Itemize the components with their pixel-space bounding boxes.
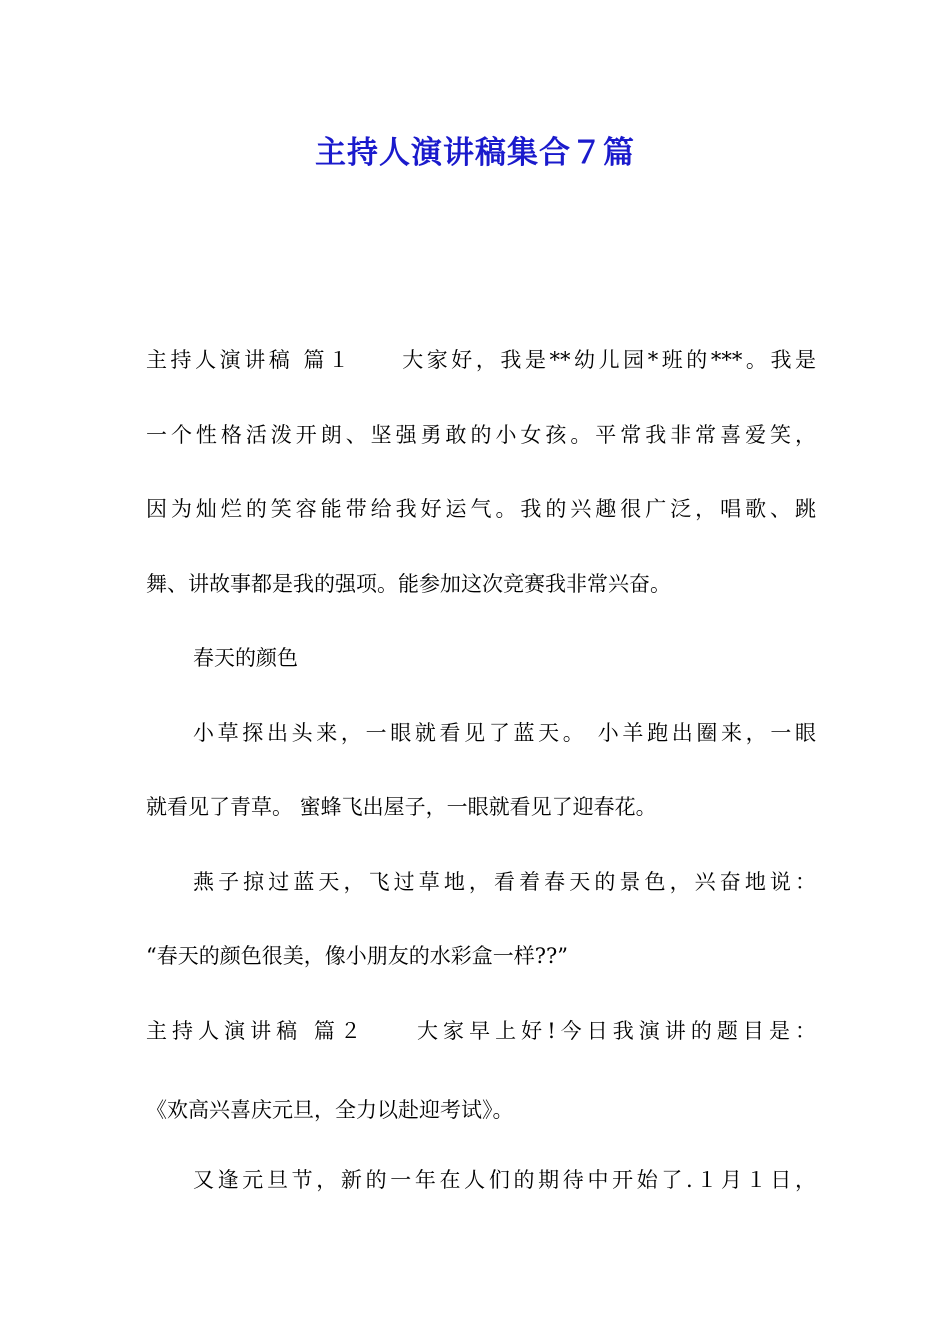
- section2-first-line: [146, 1013, 816, 1049]
- paragraph-line: 燕子掠过蓝天，飞过草地，看着春天的景色，兴奋地说：: [193, 870, 816, 894]
- paragraph-line: 《欢高兴喜庆元旦，全力以赴迎考试》。: [146, 1098, 514, 1122]
- section1-first-line: [146, 342, 816, 378]
- section2-heading: 主持人演讲稿 篇２: [146, 1019, 366, 1043]
- paragraph-line: 因为灿烂的笑容能带给我好运气。我的兴趣很广泛，唱歌、跳: [146, 497, 816, 521]
- poem-title: 春天的颜色: [193, 646, 298, 670]
- paragraph-line: 一个性格活泼开朗、坚强勇敢的小女孩。平常我非常喜爱笑，: [146, 423, 816, 447]
- paragraph-line: 又逢元旦节，新的一年在人们的期待中开始了.１月１日，: [193, 1168, 816, 1192]
- paragraph-line: “春天的颜色很美，像小朋友的水彩盒一样??”: [146, 944, 568, 968]
- document-title: 主持人演讲稿集合７篇: [315, 135, 635, 171]
- paragraph-line: 舞、讲故事都是我的强项。能参加这次竞赛我非常兴奋。: [146, 572, 671, 596]
- section1-heading: 主持人演讲稿 篇１: [146, 348, 353, 372]
- paragraph-line: 小草探出头来，一眼就看见了蓝天。 小羊跑出圈来，一眼: [193, 721, 816, 745]
- section2-intro-first: 大家早上好!今日我演讲的题目是：: [411, 1019, 816, 1043]
- section1-intro-first: 大家好，我是**幼儿园*班的***。我是: [398, 348, 816, 372]
- paragraph-line: 就看见了青草。 蜜蜂飞出屋子，一眼就看见了迎春花。: [146, 795, 657, 819]
